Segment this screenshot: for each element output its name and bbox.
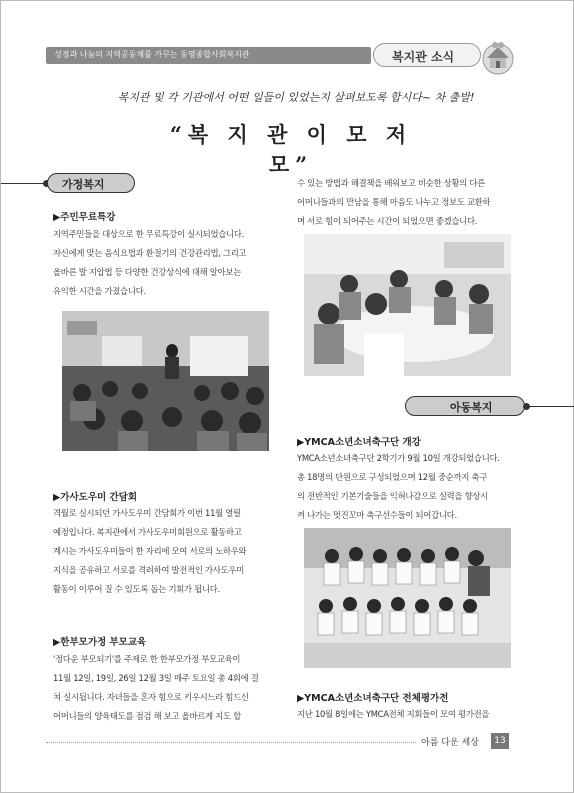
text-line: 자신에게 맞는 음식요법과 환절기의 건강관리법, 그리고 xyxy=(53,248,247,258)
article-heading: ▶YMCA소년소녀축구단 개강 xyxy=(297,437,421,448)
section-title: 복지관 소식 xyxy=(392,50,455,64)
text-line: 의 전반적인 기본기술들을 익혀나감으로 실력을 향상시 xyxy=(297,491,488,501)
text-line: 총 18명의 단원으로 구성되었으며 12월 중순까지 축구 xyxy=(297,472,488,482)
category-text: 아동복지 xyxy=(450,401,493,414)
text-line: 어머니들과의 만남을 통해 마음도 나누고 정보도 교환하 xyxy=(297,197,491,207)
text-line: 예정입니다. 복지관에서 가사도우미회원으로 활동하고 xyxy=(53,527,242,537)
header-bar xyxy=(46,47,371,64)
text-line: YMCA소년소녀축구단 2학기가 9월 10일 개강되었습니다. xyxy=(297,453,500,463)
page-title: “복 지 관 이 모 저 모” xyxy=(169,122,413,177)
text-line: 며 서로 힘이 되어주는 시간이 되었으면 좋겠습니다. xyxy=(297,216,478,226)
sub-heading: 복지관 및 각 기관에서 어떤 일들이 있었는지 살펴보도록 합시다~ 차 출발! xyxy=(117,91,475,104)
text-line: '정다운 부모되기'를 주제로 한 한부모가정 부모교육이 xyxy=(53,654,241,664)
text-line: 격월로 실시되던 가사도우미 간담회가 이번 11월 열릴 xyxy=(53,508,241,518)
category-label-children xyxy=(405,396,525,416)
header-bar-text: 성경과 나눔의 지역공동체를 가꾸는 동명종합사회복지관 xyxy=(54,50,250,59)
article-body xyxy=(297,174,525,231)
article-heading: ▶한부모가정 부모교육 xyxy=(53,637,147,648)
section-tab xyxy=(373,43,481,67)
text-line: 지식을 공유하고 서로를 격려하여 발전적인 가사도우미 xyxy=(53,565,244,575)
text-line: 올바른 발 지압법 등 다양한 건강상식에 대해 알아보는 xyxy=(53,267,241,277)
text-line: 켜 나가는 멋진꼬마 축구선수들이 되어갑니다. xyxy=(297,510,457,520)
category-text: 가정복지 xyxy=(62,178,105,191)
lecture-photo xyxy=(62,311,269,451)
article-body xyxy=(53,225,281,301)
text-line: 유익한 시간을 가졌습니다. xyxy=(53,286,146,296)
text-line: 지난 10월 8일에는 YMCA전체 지회들이 모여 평가전을 xyxy=(297,709,490,719)
text-line: 활동이 이루어 질 수 있도록 돕는 기회가 됩니다. xyxy=(53,584,220,594)
article-body xyxy=(53,504,281,599)
article-body xyxy=(297,705,525,724)
article-heading: ▶가사도우미 간담회 xyxy=(53,492,138,503)
article-heading: ▶YMCA소년소녀축구단 전체평가전 xyxy=(297,693,449,704)
soccer-team-photo xyxy=(304,528,511,668)
category-rule xyxy=(1,183,47,184)
house-icon xyxy=(481,39,515,75)
footer-rule xyxy=(46,742,416,743)
text-line: 지역주민들을 대상으로 한 무료특강이 실시되었습니다. xyxy=(53,229,244,239)
text-line: 쳐 실시됩니다. 자녀들을 혼자 힘으로 키우시느라 힘드신 xyxy=(53,692,249,702)
page-number: 13 xyxy=(491,733,509,749)
category-label-family xyxy=(47,173,135,193)
article-body xyxy=(297,449,525,525)
article-heading: ▶주민무료특강 xyxy=(53,212,116,223)
text-line: 11월 12일, 19일, 26일 12월 3일 매주 토요일 총 4회에 걸 xyxy=(53,673,259,683)
category-rule xyxy=(525,406,574,407)
article-body xyxy=(53,650,281,726)
text-line: 어머니들의 양육태도를 점검 해 보고 올바르게 지도 할 xyxy=(53,711,241,721)
parents-meeting-photo xyxy=(304,234,511,376)
text-line: 계시는 가사도우미들이 한 자리에 모여 서로의 노하우와 xyxy=(53,546,247,556)
magazine-name: 아름 다운 세상 xyxy=(421,738,479,748)
text-line: 수 있는 방법과 해결책을 배워보고 비슷한 상황의 다른 xyxy=(297,178,485,188)
